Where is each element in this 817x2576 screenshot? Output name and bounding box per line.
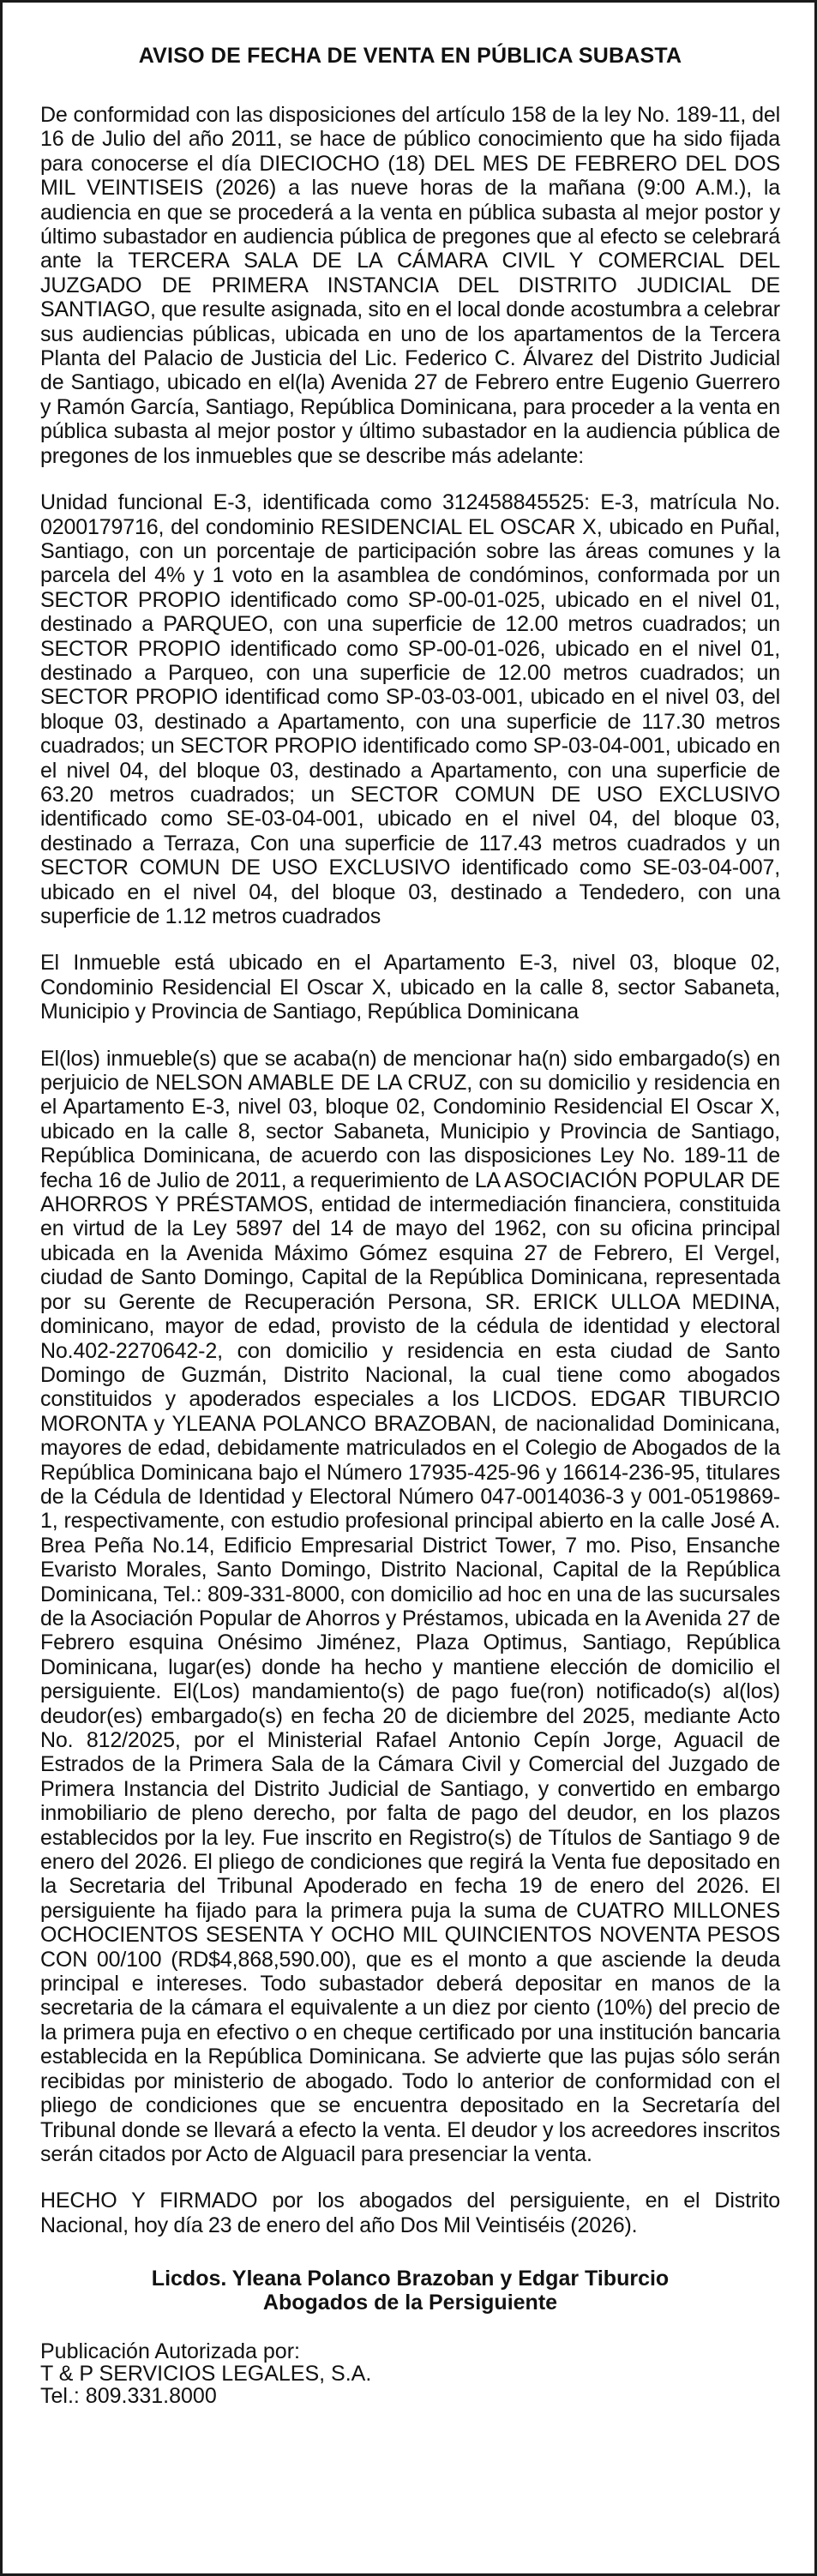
paragraph-seizure-details: El(los) inmueble(s) que se acaba(n) de mencionar ha(n) sido embargado(s) en perjuicio de NELSON AMABLE DE LA CRUZ, con su domicilio y residencia en el Apartamento E-3, nivel 03, bloque 02, Condominio Residencial El Oscar X, ubicado en la calle 8, sector Sabaneta, Municipio y Provincia de Santiago, República Dominicana, de acuerdo con las disposiciones Ley No. 189-11 de fecha 16 de Julio de 2011, a requerimiento de LA ASOCIACIÓN POPULAR DE AHORROS Y PRÉSTAMOS, entidad de intermediación financiera, constituida en virtud de la Ley 5897 del 14 de mayo del 1962, con su oficina principal ubicada en la Avenida Máximo Gómez esquina 27 de Febrero, El Vergel, ciudad de Santo Domingo, Capital de la República Dominicana, representada por su Gerente de Recuperación Persona, SR. ERICK ULLOA MEDINA, dominicano, mayor de edad, provisto de la cédula de identidad y electoral No.402-2270642-2, con domicilio y residencia en esta ciudad de Santo Domingo de Guzmán, Distrito Nacional, la cual tiene como abogados constituidos y apoderados especiales a los LICDOS. EDGAR TIBURCIO MORONTA y YLEANA POLANCO BRAZOBAN, de nacionalidad Dominicana, mayores de edad, debidamente matriculados en el Colegio de Abogados de la República Dominicana bajo el Número 17935-425-96 y 16614-236-95, titulares de la Cédula de Identidad y Electoral Número 047-0014036-3 y 001-0519869-1, respectivamente, con estudio profesional principal abierto en la calle José A. Brea Peña No.14, Edificio Empresarial District Tower, 7 mo. Piso, Ensanche Evaristo Morales, Santo Domingo, Distrito Nacional, Capital de la República Dominicana, Tel.: 809-331-8000, con domicilio ad hoc en una de las sucursales de la Asociación Popular de Ahorros y Préstamos, ubicada en la Avenida 27 de Febrero esquina Onésimo Jiménez, Plaza Optimus, Santiago, República Dominicana, lugar(es) donde ha hecho y mantiene elección de domicilio el persiguiente. El(Los) mandamiento(s) de pago fue(ron) notificado(s) al(los) deudor(es) embargado(s) en fecha 20 de diciembre del 2025, mediante Acto No. 812/2025, por el Ministerial Rafael Antonio Cepín Jorge, Aguacil de Estrados de la Primera Sala de la Cámara Civil y Comercial del Juzgado de Primera Instancia del Distrito Judicial de Santiago, y convertido en embargo inmobiliario de pleno derecho, por falta de pago del deudor, en los plazos establecidos por la ley. Fue inscrito en Registro(s) de Títulos de Santiago 9 de enero del 2026. El pliego de condiciones que regirá la Venta fue depositado en la Secretaria del Tribunal Apoderado en fecha 19 de enero del 2026. El persiguiente ha fijado para la primera puja la suma de CUATRO MILLONES OCHOCIENTOS SESENTA Y OCHO MIL QUINCIENTOS NOVENTA PESOS CON 00/100 (RD$4,868,590.00), que es el monto a que asciende la deuda principal e intereses. Todo subastador deberá depositar en manos de la secretaria de la cámara el equivalente a un diez por ciento (10%) del precio de la primera puja en efectivo o en cheque certificado por una institución bancaria establecida en la República Dominicana. Se advierte que las pujas sólo serán recibidas por ministerio de abogado. Todo lo anterior de conformidad con el pliego de condiciones que se encuentra depositado en la Secretaría del Tribunal donde se llevará a efecto la venta. El deudor y los acreedores inscritos serán citados por Acto de Alguacil para presenciar la venta. — [40, 1046, 780, 2166]
signature-role: Abogados de la Persiguiente — [262, 2291, 558, 2315]
publication-footer — [40, 2340, 780, 2407]
paragraph-property-location: El Inmueble está ubicado en el Apartamento E-3, nivel 03, bloque 02, Condominio Residencial El Oscar X, ubicado en la calle 8, sector Sabaneta, Municipio y Provincia de Santiago, República Dominicana — [40, 951, 780, 1024]
notice-title: AVISO DE FECHA DE VENTA EN PÚBLICA SUBASTA — [138, 44, 682, 68]
footer-company: T & P SERVICIOS LEGALES, S.A. — [40, 2362, 372, 2387]
footer-authorized-by: Publicación Autorizada por: — [40, 2339, 300, 2364]
paragraph-auction-date: De conformidad con las disposiciones del artículo 158 de la ley No. 189-11, del 16 de Julio del año 2011, se hace de público conocimiento que ha sido fijada para conocerse el día DIECIOCHO (18) DEL MES DE FEBRERO DEL DOS MIL VEINTISEIS (2026) a las nueve horas de la mañana (9:00 A.M.), la audiencia en que se procederá a la venta en pública subasta al mejor postor y último subastador en audiencia pública de pregones que al efecto se celebrará ante la TERCERA SALA DE LA CÁMARA CIVIL Y COMERCIAL DEL JUZGADO DE PRIMERA INSTANCIA DEL DISTRITO JUDICIAL DE SANTIAGO, que resulte asignada, sito en el local donde acostumbra a celebrar sus audiencias públicas, ubicada en uno de los apartamentos de la Tercera Planta del Palacio de Justicia del Lic. Federico C. Álvarez del Distrito Judicial de Santiago, ubicado en el(la) Avenida 27 de Febrero entre Eugenio Guerrero y Ramón García, Santiago, República Dominicana, para proceder a la venta en pública subasta al mejor postor y último subastador en la audiencia pública de pregones de los inmuebles que se describe más adelante: — [40, 103, 780, 468]
signature-block — [40, 2267, 780, 2315]
footer-phone: Tel.: 809.331.8000 — [40, 2384, 217, 2409]
paragraph-property-description: Unidad funcional E-3, identificada como 312458845525: E-3, matrícula No. 0200179716, del condominio RESIDENCIAL EL OSCAR X, ubicado en Puñal, Santiago, con un porcentaje de participación sobre las áreas comunes y la parcela del 4% y 1 voto en la asamblea de condóminos, conformada por un SECTOR PROPIO identificado como SP-00-01-025, ubicado en el nivel 01, destinado a PARQUEO, con una superficie de 12.00 metros cuadrados; un SECTOR PROPIO identificado como SP-00-01-026, ubicado en el nivel 01, destinado a Parqueo, con una superficie de 12.00 metros cuadrados; un SECTOR PROPIO identificad como SP-03-03-001, ubicado en el nivel 03, del bloque 03, destinado a Apartamento, con una superficie de 117.30 metros cuadrados; un SECTOR PROPIO identificado como SP-03-04-001, ubicado en el nivel 04, del bloque 03, destinado a Apartamento, con una superficie de 63.20 metros cuadrados; un SECTOR COMUN DE USO EXCLUSIVO identificado como SE-03-04-001, ubicado en el nivel 04, del bloque 03, destinado a Terraza, Con una superficie de 117.43 metros cuadrados y un SECTOR COMUN DE USO EXCLUSIVO identificado como SE-03-04-007, ubicado en el nivel 04, del bloque 03, destinado a Tendedero, con una superficie de 1.12 metros cuadrados — [40, 490, 780, 928]
paragraph-signed: HECHO Y FIRMADO por los abogados del persiguiente, en el Distrito Nacional, hoy día 23 de enero del año Dos Mil Veintiséis (2026). — [40, 2189, 780, 2237]
signature-names: Licdos. Yleana Polanco Brazoban y Edgar Tiburcio — [151, 2267, 670, 2291]
